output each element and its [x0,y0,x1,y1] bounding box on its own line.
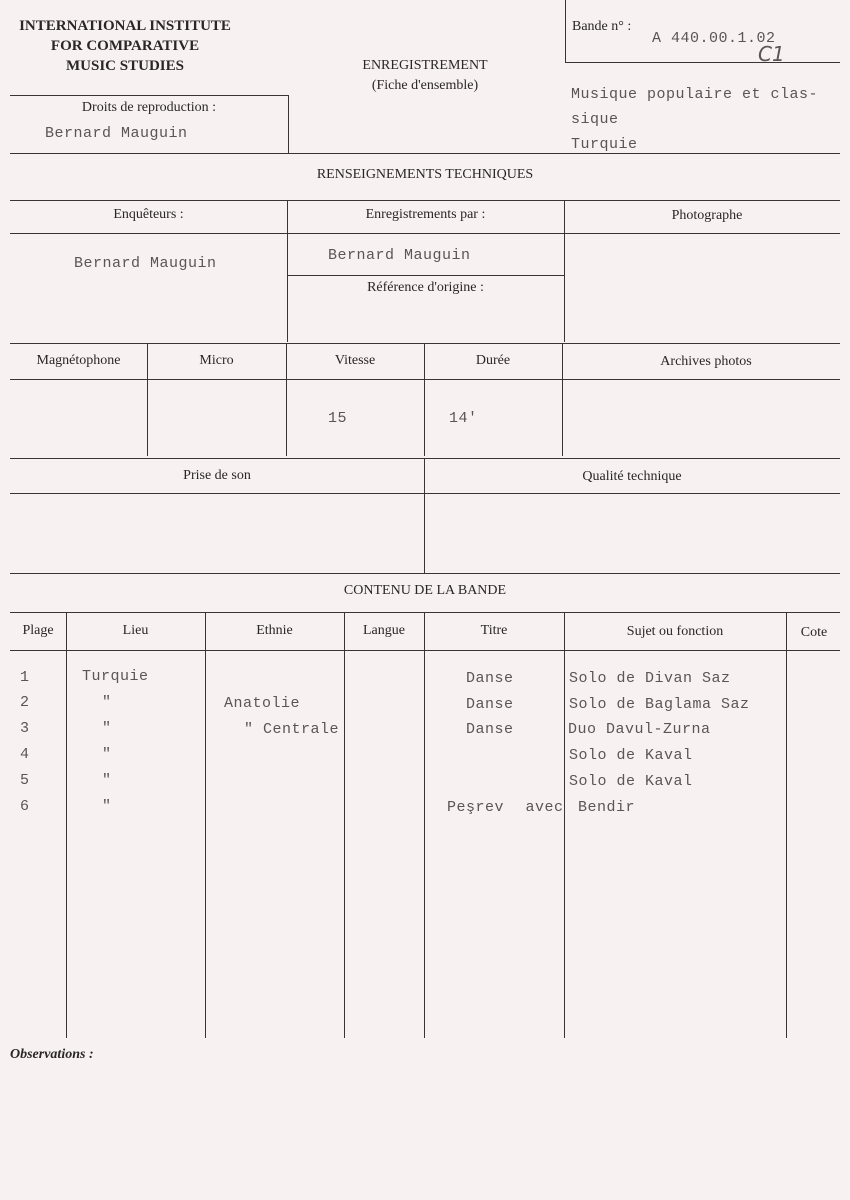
vitesse-label: Vitesse [334,353,376,368]
bande-value: A 440.00.1.02 [652,30,776,47]
enregistrements-value: Bernard Mauguin [328,247,471,264]
archives-label: Archives photos [660,354,752,369]
genre-line-1: Musique populaire et clas- [571,86,819,103]
row-3-ethnie: " Centrale [244,721,340,738]
fiche-subtitle: (Fiche d'ensemble) [371,78,479,93]
observations-label: Observations : [10,1047,94,1062]
col-header-titre: Titre [480,623,508,638]
row-1-lieu: Turquie [82,668,149,685]
reference-label: Référence d'origine : [367,280,484,295]
institute-line-3: MUSIC STUDIES [66,58,184,74]
magnetophone-label: Magnétophone [36,353,121,368]
bande-handwritten-note: C1 [758,42,785,66]
row-2-titre: Danse [466,696,514,713]
col-header-plage: Plage [22,623,54,638]
bande-label: Bande n° : [572,19,632,34]
enqueteurs-label: Enquêteurs : [113,207,184,222]
row-4-lieu: " [102,746,112,763]
institute-name [10,16,240,76]
prise-de-son-label: Prise de son [183,468,251,483]
row-5-lieu: " [102,772,112,789]
row-6-plage: 6 [20,798,30,815]
technical-title: RENSEIGNEMENTS TECHNIQUES [316,167,534,182]
enregistrements-label: Enregistrements par : [365,207,486,222]
row-3-titre: Danse [466,721,514,738]
micro-label: Micro [199,353,234,368]
col-header-cote: Cote [800,625,828,640]
row-2-sujet: Solo de Baglama Saz [569,696,750,713]
col-header-sujet: Sujet ou fonction [626,624,724,639]
contents-title: CONTENU DE LA BANDE [343,583,507,598]
row-3-sujet: Duo Davul-Zurna [568,721,711,738]
row-1-plage: 1 [20,669,30,686]
droits-value: Bernard Mauguin [45,125,188,142]
col-header-langue: Langue [363,623,405,638]
institute-line-1: INTERNATIONAL INSTITUTE [19,18,231,34]
row-4-plage: 4 [20,746,30,763]
enqueteurs-value: Bernard Mauguin [74,255,217,272]
row-2-ethnie: Anatolie [224,695,301,712]
row-6-lieu: " [102,798,112,815]
col-header-lieu: Lieu [122,623,149,638]
droits-label: Droits de reproduction : [81,100,217,115]
qualite-label: Qualité technique [582,469,682,484]
row-2-lieu: " [102,694,112,711]
institute-line-2: FOR COMPARATIVE [50,38,200,54]
enregistrement-title: ENREGISTREMENT [362,58,488,73]
row-6-titre: Peşrev avec [447,799,564,816]
duree-label: Durée [475,353,511,368]
genre-line-3: Turquie [571,136,638,153]
row-1-sujet: Solo de Divan Saz [569,670,731,687]
photographe-label: Photographe [671,208,743,223]
row-6-sujet: Bendir [578,799,636,816]
genre-line-2: sique [571,111,619,128]
col-header-ethnie: Ethnie [256,623,293,638]
row-3-plage: 3 [20,720,30,737]
vitesse-value: 15 [328,410,348,427]
row-3-lieu: " [102,720,112,737]
row-1-titre: Danse [466,670,514,687]
row-2-plage: 2 [20,694,30,711]
row-5-plage: 5 [20,772,30,789]
row-4-sujet: Solo de Kaval [569,747,693,764]
duree-value: 14' [449,410,478,427]
row-5-sujet: Solo de Kaval [569,773,693,790]
